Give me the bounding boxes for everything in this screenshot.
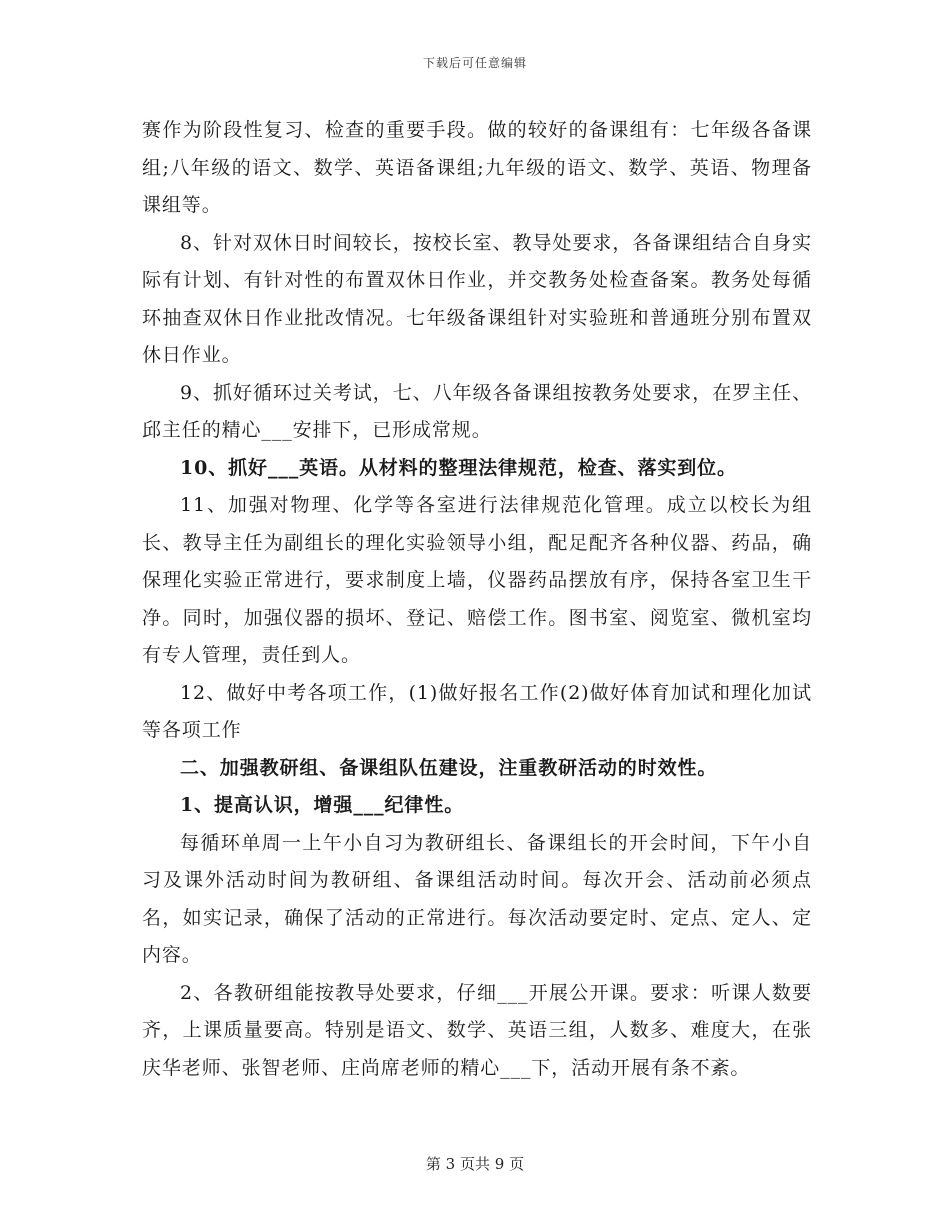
paragraph-item-10: 10、抓好___英语。从材料的整理法律规范，检查、落实到位。 [180,456,737,479]
document-body [142,112,812,1087]
paragraph-open-class: 2、各教研组能按教导处要求，仔细___开展公开课。要求：听课人数要齐，上课质量要高。特别是语文、数学、英语三组，人数多、难度大，在张庆华老师、张智老师、庄尚席老师的精心___下，活动开展有条不紊。 [142,981,812,1079]
paragraph-item-9: 9、抓好循环过关考试，七、八年级各备课组按教务处要求，在罗主任、邱主任的精心___安排下，已形成常规。 [142,381,812,441]
paragraph-item-8: 8、针对双休日时间较长，按校长室、教导处要求，各备课组结合自身实际有计划、有针对性的布置双休日作业，并交教务处检查备案。教务处每循环抽查双休日作业批改情况。七年级备课组针对实验班和普通班分别布置双休日作业。 [142,231,812,366]
paragraph-continuation: 赛作为阶段性复习、检查的重要手段。做的较好的备课组有：七年级各备课组;八年级的语文、数学、英语备课组;九年级的语文、数学、英语、物理备课组等。 [142,119,812,216]
paragraph-item-11: 11、加强对物理、化学等各室进行法律规范化管理。成立以校长为组长、教导主任为副组长的理化实验领导小组，配足配齐各种仪器、药品，确保理化实验正常进行，要求制度上墙，仪器药品摆放有序，保持各室卫生干净。同时，加强仪器的损坏、登记、赔偿工作。图书室、阅览室、微机室均有专人管理，责任到人。 [142,494,812,666]
header-note: 下载后可任意编辑 [422,56,527,70]
paragraph-meeting-schedule: 每循环单周一上午小自习为教研组长、备课组长的开会时间，下午小自习及课外活动时间为教研组、备课组活动时间。每次开会、活动前必须点名，如实记录，确保了活动的正常进行。每次活动要定时、定点、定人、定内容。 [142,831,812,966]
subsection-heading-1: 1、提高认识，增强___纪律性。 [180,794,465,816]
paragraph-item-12: 12、做好中考各项工作，(1)做好报名工作(2)做好体育加试和理化加试等各项工作 [142,681,812,741]
page-number: 第 3 页共 9 页 [425,1155,525,1173]
section-heading-2: 二、加强教研组、备课组队伍建设，注重教研活动的时效性。 [180,756,718,779]
